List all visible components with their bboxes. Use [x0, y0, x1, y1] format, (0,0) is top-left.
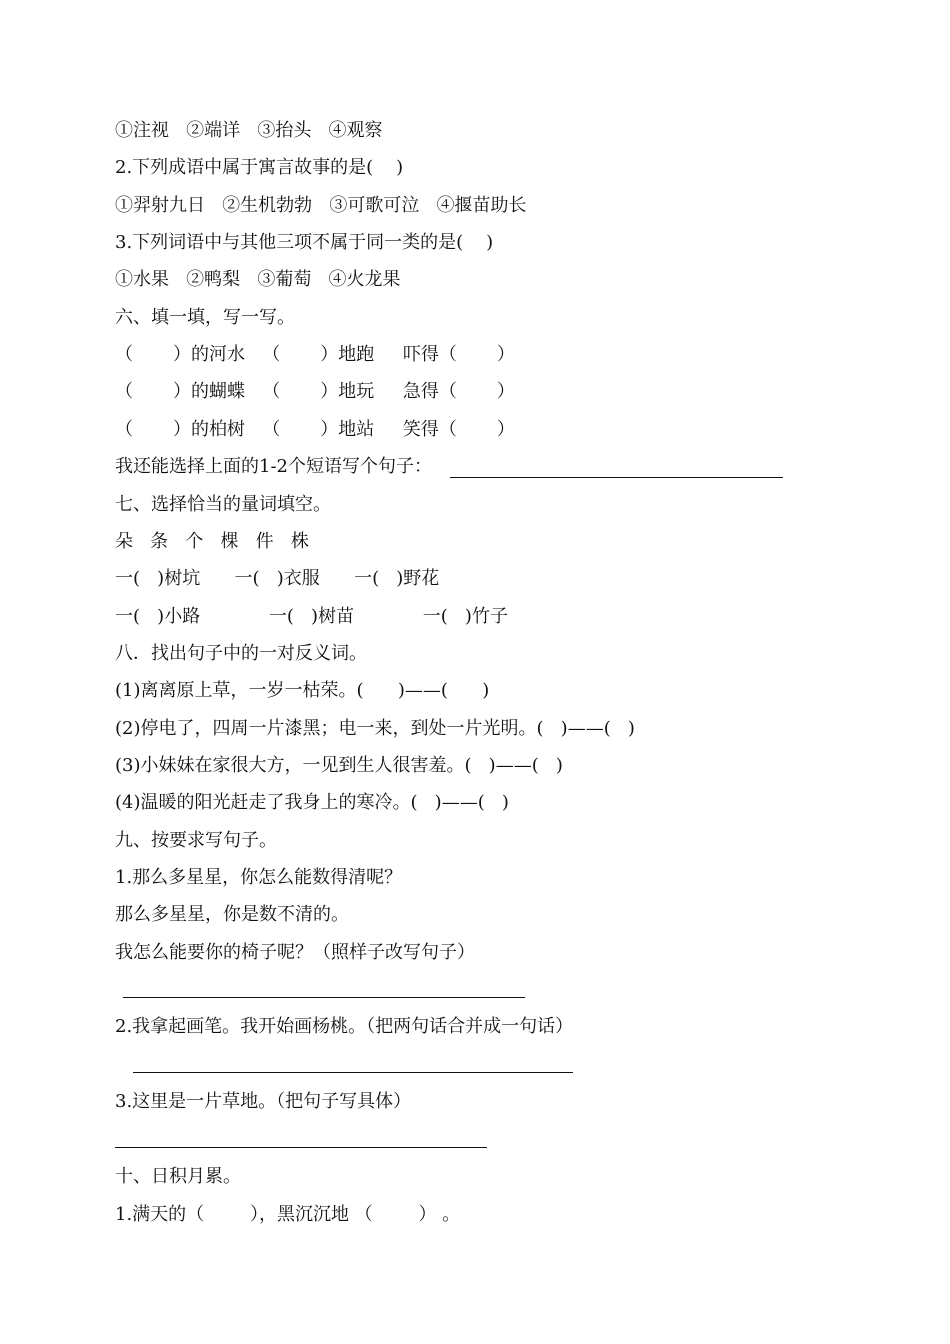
- answer-line-4[interactable]: [115, 1147, 487, 1148]
- fill-row-2: （ ）的蝴蝶 （ ）地玩 急得（ ）: [115, 381, 515, 402]
- antonym-1: (1)离离原上草，一岁一枯荣。( )——( ): [115, 680, 490, 701]
- options-q2: ①羿射九日 ②生机勃勃 ③可歌可泣 ④揠苗助长: [115, 195, 527, 216]
- antonym-3: (3)小妹妹在家很大方，一见到生人很害羞。( )——( ): [115, 755, 563, 776]
- example-answer: 那么多星星，你是数不清的。: [115, 904, 349, 925]
- answer-line-3[interactable]: [133, 1072, 573, 1073]
- fill-row-1: （ ）的河水 （ ）地跑 吓得（ ）: [115, 344, 515, 365]
- rewrite-prompt-2: 2.我拿起画笔。我开始画杨桃。（把两句话合并成一句话）: [115, 1016, 574, 1037]
- sentence-prompt: 我还能选择上面的1-2个短语写个句子：: [115, 456, 432, 477]
- measure-row-1: 一( )树坑 一( )衣服 一( )野花: [115, 568, 440, 589]
- example-question: 1.那么多星星，你怎么能数得清呢？: [115, 867, 403, 888]
- rewrite-prompt-1: 我怎么能要你的椅子呢？（照样子改写句子）: [115, 942, 475, 963]
- answer-line-2[interactable]: [123, 997, 525, 998]
- fill-row-3: （ ）的柏树 （ ）地站 笑得（ ）: [115, 419, 515, 440]
- measure-word-bank: 朵 条 个 棵 件 株: [115, 531, 309, 552]
- section-7-heading: 七、选择恰当的量词填空。: [115, 494, 331, 515]
- measure-row-2: 一( )小路 一( )树苗 一( )竹子: [115, 606, 508, 627]
- accumulation-item-1: 1.满天的（ ），黑沉沉地 （ ） 。: [115, 1204, 461, 1225]
- section-9-heading: 九、按要求写句子。: [115, 830, 277, 851]
- question-2: 2.下列成语中属于寓言故事的是( ): [115, 157, 404, 178]
- antonym-2: (2)停电了，四周一片漆黑；电一来，到处一片光明。( )——( ): [115, 718, 635, 739]
- options-q3: ①水果 ②鸭梨 ③葡萄 ④火龙果: [115, 269, 401, 290]
- rewrite-prompt-3: 3.这里是一片草地。（把句子写具体）: [115, 1091, 412, 1112]
- section-10-heading: 十、日积月累。: [115, 1166, 241, 1187]
- question-3: 3.下列词语中与其他三项不属于同一类的是( ): [115, 232, 494, 253]
- antonym-4: (4)温暖的阳光赶走了我身上的寒冷。( )——( ): [115, 792, 509, 813]
- options-q1: ①注视 ②端详 ③抬头 ④观察: [115, 120, 383, 141]
- section-6-heading: 六、填一填，写一写。: [115, 307, 295, 328]
- answer-line-1[interactable]: [450, 477, 783, 478]
- section-8-heading: 八．找出句子中的一对反义词。: [115, 643, 367, 664]
